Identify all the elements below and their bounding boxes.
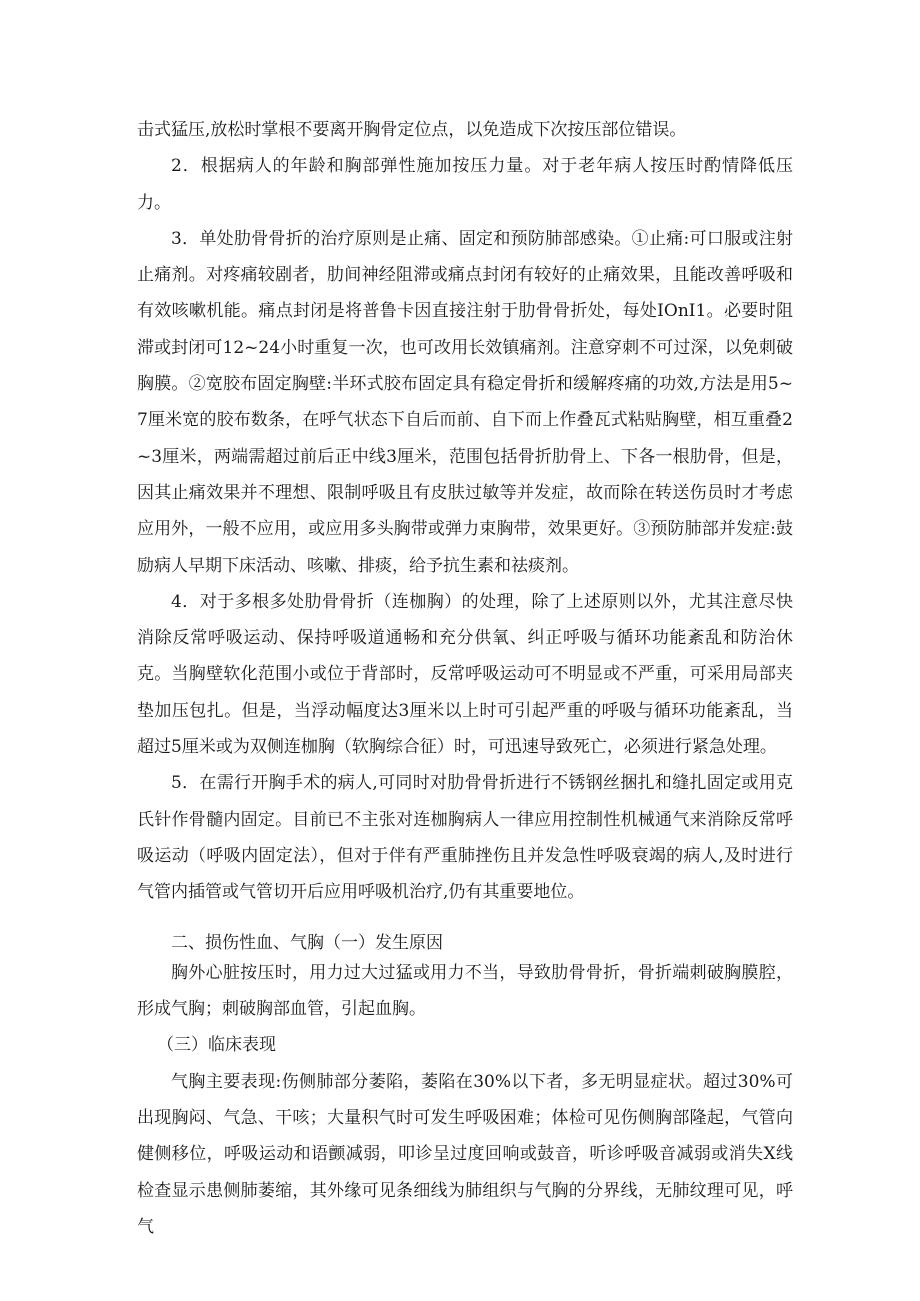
paragraph-item-5: 5．在需行开胸手术的病人,可同时对肋骨骨折进行不锈钢丝捆扎和缝扎固定或用克氏针作骨髓内固定。目前已不主张对连枷胸病人一律应用控制性机械通气来消除反常呼吸运动（呼吸内固定法），但对于伴有严重肺挫伤且并发急性呼吸衰竭的病人,及时进行气管内插管或气管切开后应用呼吸机治疗,仍有其重要地位。 bbox=[137, 773, 793, 903]
document-page bbox=[137, 112, 793, 1245]
paragraph-item-4: 4．对于多根多处肋骨骨折（连枷胸）的处理，除了上述原则以外，尤其注意尽快消除反常呼吸运动、保持呼吸道通畅和充分供氧、纠正呼吸与循环功能紊乱和防治休克。当胸壁软化范围小或位于背部时，反常呼吸运动可不明显或不严重，可采用局部夹垫加压包扎。但是，当浮动幅度达3厘米以上时可引起严重的呼吸与循环功能紊乱，当超过5厘米或为双侧连枷胸（软胸综合征）时，可迅速导致死亡，必须进行紧急处理。 bbox=[137, 591, 793, 758]
paragraph-clinical: 气胸主要表现:伤侧肺部分萎陷，萎陷在30%以下者，多无明显症状。超过30%可出现胸闷、气急、干咳；大量积气时可发生呼吸困难；体检可见伤侧胸部隆起，气管向健侧移位，呼吸运动和语颤减弱，叩诊呈过度回响或鼓音，听诊呼吸音减弱或消失X线检查显示患侧肺萎缩，其外缘可见条细线为肺组织与气胸的分界线，无肺纹理可见，呼气 bbox=[137, 1071, 793, 1237]
paragraph-cause: 胸外心脏按压时，用力过大过猛或用力不当，导致肋骨骨折，骨折端刺破胸膜腔，形成气胸；刺破胸部血管，引起血胸。 bbox=[137, 962, 793, 1020]
paragraph-item-2: 2．根据病人的年龄和胸部弹性施加按压力量。对于老年病人按压时酌情降低压力。 bbox=[137, 156, 793, 213]
paragraph-continuation: 击式猛压,放松时掌根不要离开胸骨定位点，以免造成下次按压部位错误。 bbox=[137, 120, 687, 140]
section-heading: 二、损伤性血、气胸（一）发生原因 bbox=[171, 932, 443, 953]
subsection-heading: （三）临床表现 bbox=[157, 1035, 276, 1056]
paragraph-item-3: 3．单处肋骨骨折的治疗原则是止痛、固定和预防肺部感染。①止痛:可口服或注射止痛剂。对疼痛较剧者，肋间神经阻滞或痛点封闭有较好的止痛效果，且能改善呼吸和有效咳嗽机能。痛点封闭是将普鲁卡因直接注射于肋骨骨折处，每处IOnI1。必要时阻滞或封闭可12~24小时重复一次，也可改用长效镇痛剂。注意穿刺不可过深，以免刺破胸膜。②宽胶布固定胸壁:半环式胶布固定具有稳定骨折和缓解疼痛的功效,方法是用5~7厘米宽的胶布数条，在呼气状态下自后而前、自下而上作叠瓦式粘贴胸壁，相互重叠2~3厘米，两端需超过前后正中线3厘米，范围包括骨折肋骨上、下各一根肋骨，但是，因其止痛效果并不理想、限制呼吸且有皮肤过敏等并发症，故而除在转送伤员时才考虑应用外，一般不应用，或应用多头胸带或弹力束胸带，效果更好。③预防肺部并发症:鼓励病人早期下床活动、咳嗽、排痰，给予抗生素和祛痰剂。 bbox=[137, 228, 793, 576]
